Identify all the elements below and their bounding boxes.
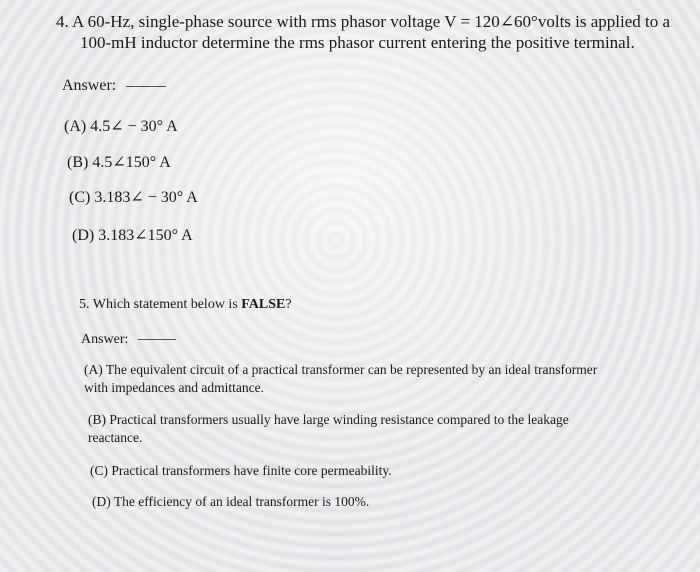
answer-blank[interactable]: [126, 85, 166, 87]
answer-blank[interactable]: [138, 338, 176, 340]
question-5-option-d: (D) The efficiency of an ideal transformer is 100%.: [92, 494, 370, 509]
question-5-option-c: (C) Practical transformers have finite core permeability.: [90, 463, 392, 478]
question-5-suffix: ?: [285, 297, 292, 312]
question-4-text-line-1: 4. A 60-Hz, single-phase source with rms phasor voltage V = 120∠60°volts is applied to a: [56, 12, 671, 31]
question-4-option-b: (B) 4.5∠150° A: [67, 154, 171, 171]
question-4-text-line-2: 100-mH inductor determine the rms phasor current entering the positive terminal.: [80, 33, 635, 52]
question-4-option-d: (D) 3.183∠150° A: [72, 227, 193, 244]
question-5-option-b-line-2: reactance.: [88, 430, 143, 445]
answer-label: Answer:: [81, 332, 129, 347]
question-5-option-a-line-1: (A) The equivalent circuit of a practical transformer can be represented by an ideal transformer: [84, 362, 598, 377]
question-4-answer: [62, 77, 166, 95]
question-5-text: [79, 297, 292, 313]
question-5-prefix: 5. Which statement below is: [79, 297, 242, 312]
question-5-option-a-line-2: with impedances and admittance.: [84, 380, 264, 395]
question-5-option-b-line-1: (B) Practical transformers usually have large winding resistance compared to the leakage: [88, 412, 569, 427]
question-5-emphasis: FALSE: [241, 297, 286, 312]
question-4-option-a: (A) 4.5∠ − 30° A: [64, 118, 178, 135]
question-5-answer: [81, 332, 176, 348]
answer-label: Answer:: [62, 77, 117, 94]
question-4-option-c: (C) 3.183∠ − 30° A: [69, 189, 198, 206]
